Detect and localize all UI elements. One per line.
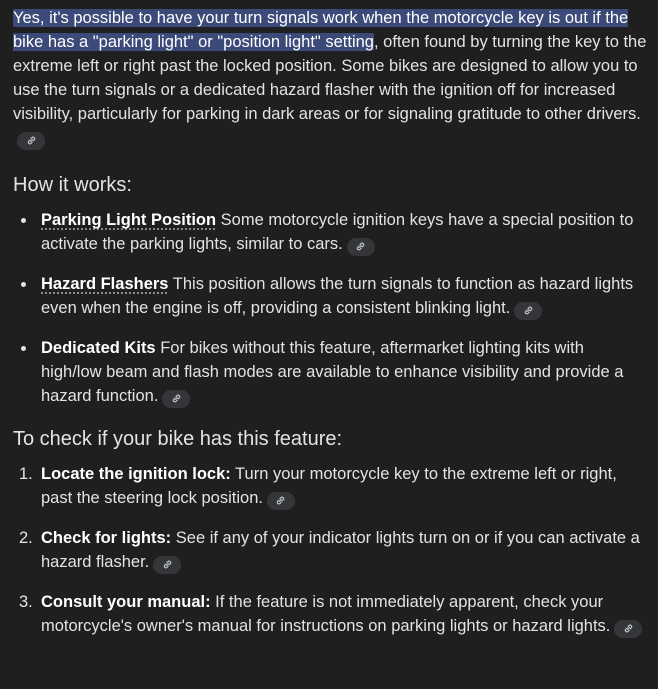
citation-link-button[interactable] bbox=[162, 390, 190, 408]
citation-link-button[interactable] bbox=[614, 620, 642, 638]
list-item bbox=[19, 590, 648, 638]
step-text: See if any of your indicator lights turn on or if you can activate a hazard flasher. bbox=[41, 529, 640, 571]
step-title: Consult your manual: bbox=[41, 593, 211, 611]
step-text: If the feature is not immediately apparent, check your motorcycle's owner's manual for instructions on parking lights or hazard lights. bbox=[41, 593, 611, 635]
list-item bbox=[41, 272, 648, 320]
citation-link-button[interactable] bbox=[347, 238, 375, 256]
citation-link-button[interactable] bbox=[153, 556, 181, 574]
step-number: 2. bbox=[19, 529, 33, 547]
citation-link-button[interactable] bbox=[267, 492, 295, 510]
link-icon bbox=[523, 305, 534, 316]
term-hazard-flashers[interactable]: Hazard Flashers bbox=[41, 275, 169, 293]
list-item bbox=[19, 462, 648, 510]
intro-rest-text: , often found by turning the key to the extreme left or right past the locked position. Some bikes are designed to allow you to use the turn signals or a dedicated hazard flasher with the ignition off for increased visibility, particularly for parking in dark areas or for signaling gratitude to other drivers. bbox=[13, 33, 647, 123]
list-item bbox=[41, 336, 648, 408]
list-item-text: Some motorcycle ignition keys have a special position to activate the parking lights, similar to cars. bbox=[41, 211, 634, 253]
step-title: Locate the ignition lock: bbox=[41, 465, 231, 483]
check-feature-heading: To check if your bike has this feature: bbox=[13, 428, 343, 450]
citation-link-button[interactable] bbox=[514, 302, 542, 320]
list-item bbox=[19, 526, 648, 574]
list-item bbox=[41, 208, 648, 256]
link-icon bbox=[26, 135, 37, 146]
link-icon bbox=[623, 623, 634, 634]
step-number: 1. bbox=[19, 465, 33, 483]
list-item-text: This position allows the turn signals to function as hazard lights even when the engine is off, providing a consistent blinking light. bbox=[41, 275, 634, 317]
term-parking-light-position[interactable]: Parking Light Position bbox=[41, 211, 217, 229]
intro-paragraph bbox=[13, 6, 648, 150]
how-it-works-list bbox=[13, 208, 648, 408]
link-icon bbox=[275, 495, 286, 506]
citation-link-button[interactable] bbox=[17, 132, 45, 150]
step-title: Check for lights: bbox=[41, 529, 172, 547]
step-number: 3. bbox=[19, 593, 33, 611]
term-dedicated-kits: Dedicated Kits bbox=[41, 339, 156, 357]
list-item-text: For bikes without this feature, aftermarket lighting kits with high/low beam and flash modes are available to enhance visibility and provide a hazard function. bbox=[41, 339, 624, 405]
highlighted-text[interactable]: Yes, it's possible to have your turn signals work when the motorcycle key is out if the bike has a "parking light" or "position light" setting bbox=[13, 9, 629, 51]
link-icon bbox=[355, 241, 366, 252]
link-icon bbox=[162, 559, 173, 570]
check-steps-list bbox=[13, 462, 648, 638]
how-it-works-heading: How it works: bbox=[13, 174, 132, 196]
link-icon bbox=[171, 393, 182, 404]
step-text: Turn your motorcycle key to the extreme left or right, past the steering lock position. bbox=[41, 465, 617, 507]
